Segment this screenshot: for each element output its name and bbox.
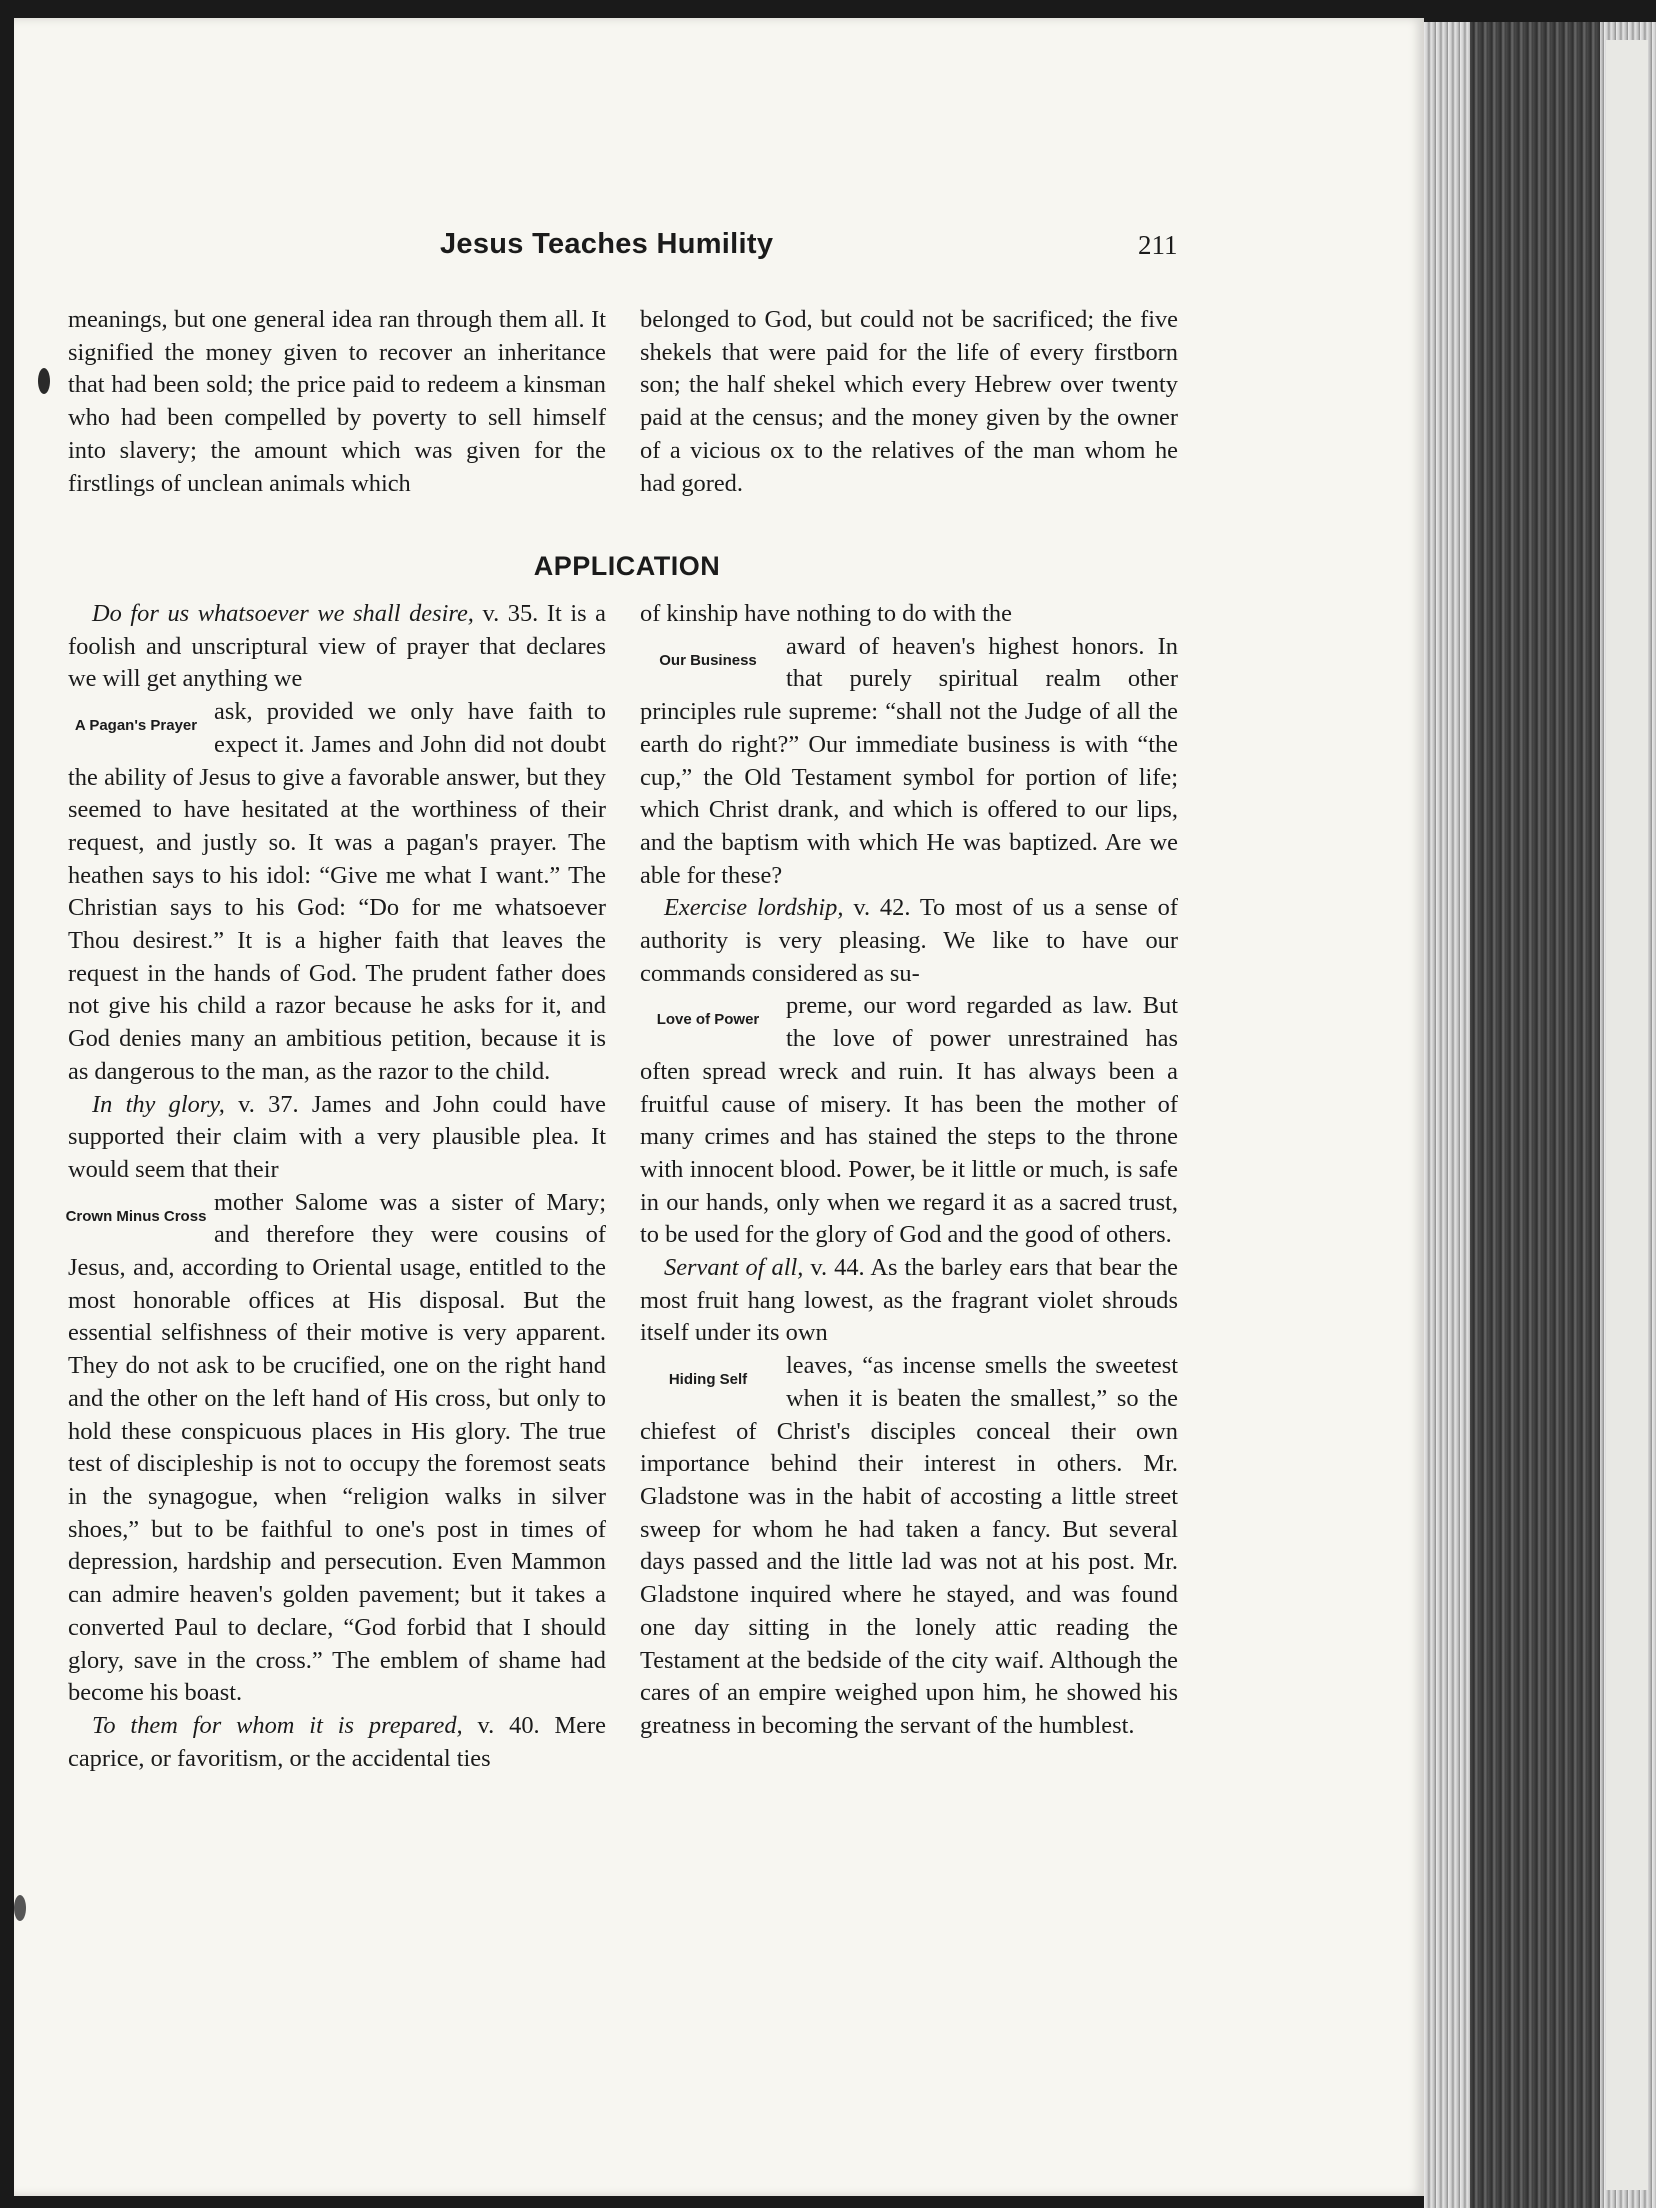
paragraph-continued bbox=[640, 1350, 1178, 1742]
paragraph-continued bbox=[640, 631, 1178, 893]
background-strip bbox=[1606, 40, 1648, 2190]
paragraph-text: v. 37. James and John could have supported their claim with a very plausible plea. It would seem that their bbox=[68, 1090, 607, 1183]
margin-note: Crown Minus Cross bbox=[65, 1207, 207, 1225]
application-right-column bbox=[640, 598, 1178, 1743]
paragraph: belonged to God, but could not be sacrificed; the five shekels that were paid for the life of every firstborn son; the half shekel which every Hebrew over twenty paid at the census; and the money given by the owner of a vicious ox to the relatives of the man whom he had gored. bbox=[640, 306, 1178, 497]
paragraph-text: leaves, “as incense smells the sweetest when it is beaten the smallest,” so the chiefest of Christ's disciples conceal their own importance behind their interest in others. Mr. Gladstone was in the habit of accosting a little street sweep for whom he had taken a fancy. But several days passed and the little lad was not at his post. Mr. Gladstone inquired where he stayed, and was found one day sitting in the lonely attic reading the Testament at the bedside of the city waif. Although the cares of an empire weighed upon him, he showed his greatness in becoming the servant of the humblest. bbox=[640, 1352, 1178, 1739]
paragraph bbox=[640, 892, 1178, 990]
paragraph-text: v. 44. As the barley ears that bear the most fruit hang lowest, as the fragrant violet shrouds itself under its own bbox=[640, 1254, 1178, 1347]
top-left-column bbox=[68, 304, 606, 500]
paragraph-text: v. 42. To most of us a sense of authority is very pleasing. We like to have our commands considered as su- bbox=[640, 894, 1178, 987]
page-number: 211 bbox=[1138, 230, 1178, 260]
margin-note: Our Business bbox=[659, 651, 757, 669]
verse-reference: In thy glory, bbox=[92, 1090, 225, 1118]
paragraph bbox=[640, 598, 1178, 631]
margin-note: A Pagan's Prayer bbox=[74, 717, 198, 735]
paragraph bbox=[68, 598, 606, 696]
verse-reference: To them for whom it is prepared, bbox=[92, 1711, 463, 1739]
paragraph bbox=[68, 1710, 606, 1775]
top-right-column bbox=[640, 304, 1178, 500]
section-heading: APPLICATION bbox=[533, 551, 721, 581]
binding-hole-mark bbox=[14, 1895, 26, 1921]
paragraph: meanings, but one general idea ran through them all. It signified the money given to recover an inheritance that had been sold; the price paid to redeem a kinsman who had been compelled by poverty to sell himself into slavery; the amount which was given for the firstlings of unclean animals which bbox=[68, 306, 606, 497]
book-spine-edge bbox=[1470, 22, 1600, 2208]
paragraph-text: of kinship have nothing to do with the bbox=[640, 600, 1012, 627]
paragraph-text: ask, provided we only have faith to expect it. James and John did not doubt the ability of Jesus to give a favorable answer, but they seemed to have hesitated at the worthiness of their request, and justly so. It was a pagan's prayer. The heathen says to his idol: “Give me what I want.” The Christian says to his God: “Do for me whatsoever Thou desirest.” It is a higher faith that leaves the request in the hands of God. The prudent father does not give his child a razor because he asks for it, and God denies many an ambitious petition, because it is as dangerous to the man, as the razor to the child. bbox=[68, 698, 606, 1085]
running-head-title: Jesus Teaches Humility bbox=[440, 228, 774, 260]
paragraph-text: v. 40. Mere caprice, or favoritism, or the accidental ties bbox=[68, 1711, 606, 1772]
paragraph bbox=[640, 1252, 1178, 1350]
paragraph-text: v. 35. It is a foolish and unscriptural view of prayer that declares we will get anything we bbox=[68, 600, 606, 693]
paragraph-continued bbox=[640, 990, 1178, 1252]
application-left-column bbox=[65, 598, 607, 1775]
paragraph-continued bbox=[65, 1187, 606, 1710]
verse-reference: Servant of all, bbox=[664, 1254, 804, 1282]
paragraph-continued bbox=[68, 696, 606, 1088]
paragraph-text: mother Salome was a sister of Mary; and therefore they were cousins of Jesus, and, according to Oriental usage, entitled to the most honorable offices at His disposal. But the essential selfishness of their motive is very apparent. They do not ask to be crucified, one on the right hand and the other on the left hand of His cross, but only to hold these conspicuous places in His glory. The true test of discipleship is not to occupy the foremost seats in the synagogue, when “religion walks in silver shoes,” but to be faithful to one's post in times of depression, hardship and persecution. Even Mammon can admire heaven's golden pavement; but it takes a converted Paul to declare, “God forbid that I should glory, save in the cross.” The emblem of shame had become his boast. bbox=[68, 1188, 606, 1707]
paragraph bbox=[68, 1089, 606, 1187]
paragraph-text: preme, our word regarded as law. But the love of power unrestrained has often spread wreck and ruin. It has always been a fruitful cause of misery. It has been the mother of many crimes and has stained the steps to the throne with innocent blood. Power, be it little or much, is safe in our hands, only when we regard it as a sacred trust, to be used for the glory of God and the good of others. bbox=[640, 992, 1178, 1249]
verse-reference: Do for us whatsoever we shall desire, bbox=[92, 600, 474, 627]
verse-reference: Exercise lordship, bbox=[664, 894, 844, 922]
binding-hole-mark bbox=[38, 368, 50, 394]
margin-note: Love of Power bbox=[656, 1011, 760, 1029]
paragraph-text: award of heaven's highest honors. In that purely spiritual realm other principles rule supreme: “shall not the Judge of all the earth do right?” Our immediate business is with “the cup,” the Old Testament symbol for portion of life; which Christ drank, and which is offered to our lips, and the baptism with which He was baptized. Are we able for these? bbox=[640, 632, 1178, 889]
margin-note: Hiding Self bbox=[668, 1371, 748, 1389]
